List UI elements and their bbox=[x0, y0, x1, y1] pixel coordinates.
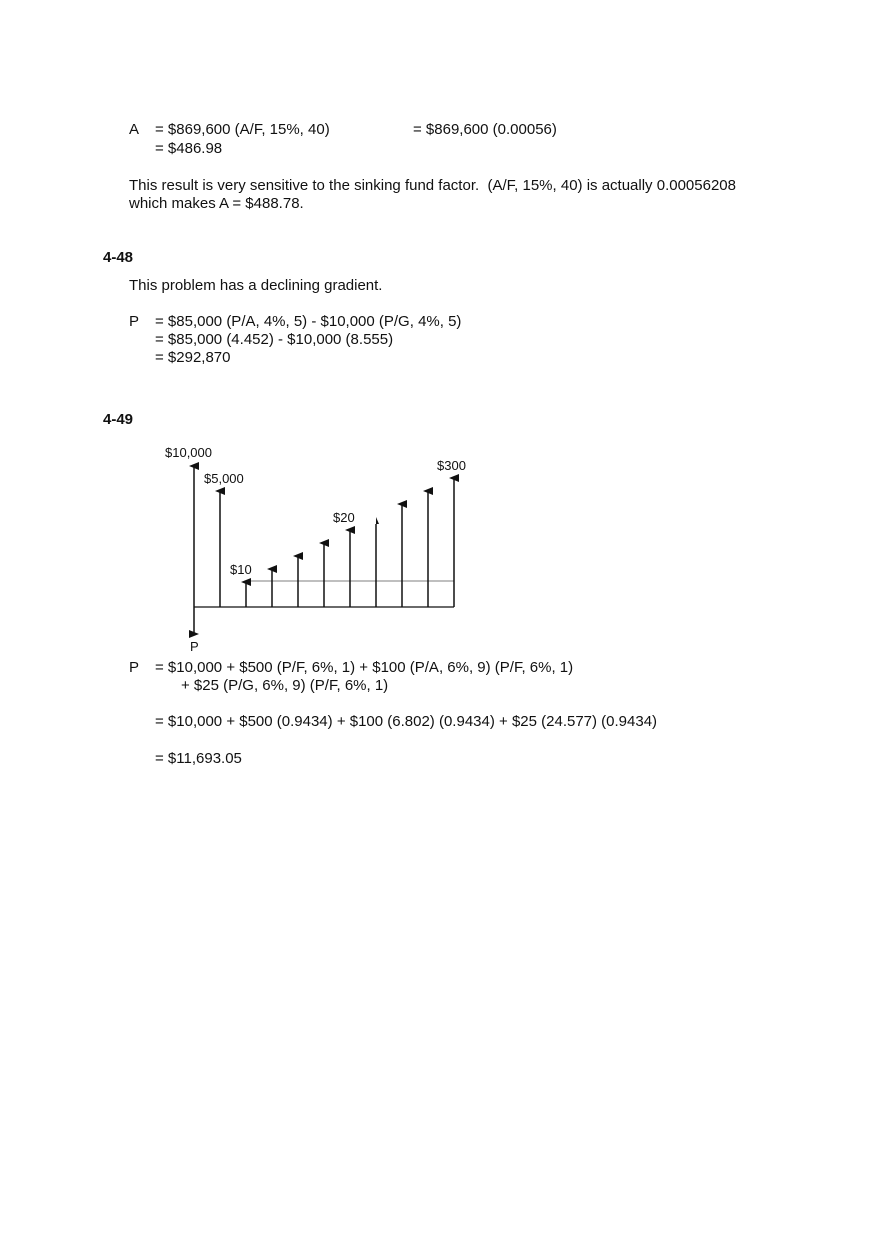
eq-48-line2: = $85,000 (4.452) - $10,000 (8.555) bbox=[155, 331, 394, 348]
heading-4-48: 4-48 bbox=[103, 249, 134, 266]
label-20: $20 bbox=[333, 510, 355, 525]
eq-48-line3: = $292,870 bbox=[155, 349, 231, 366]
label-10: $10 bbox=[230, 562, 252, 577]
eq-49-line1: = $10,000 + $500 (P/F, 6%, 1) + $100 (P/A, 6%, 9) (P/F, 6%, 1) bbox=[155, 659, 574, 676]
intro-48: This problem has a declining gradient. bbox=[129, 277, 383, 294]
label-10000: $10,000 bbox=[165, 445, 212, 460]
note-47-line2: which makes A = $488.78. bbox=[129, 195, 304, 212]
label-P: P bbox=[190, 639, 199, 654]
eq-49-line2: + $25 (P/G, 6%, 9) (P/F, 6%, 1) bbox=[181, 677, 389, 694]
eq-47-line1a: = $869,600 (A/F, 15%, 40) bbox=[155, 121, 330, 138]
eq-49-line4: = $11,693.05 bbox=[155, 750, 242, 767]
note-47-line1: This result is very sensitive to the sinking fund factor. (A/F, 15%, 40) is actually 0.00056208 bbox=[129, 177, 736, 194]
eq-49-var: P bbox=[129, 659, 140, 676]
label-5000: $5,000 bbox=[204, 471, 244, 486]
eq-49-line3: = $10,000 + $500 (0.9434) + $100 (6.802) (0.9434) + $25 (24.577) (0.9434) bbox=[155, 713, 658, 730]
eq-47-line1b: = $869,600 (0.00056) bbox=[413, 121, 557, 138]
eq-48-var: P bbox=[129, 313, 140, 330]
eq-48-line1: = $85,000 (P/A, 4%, 5) - $10,000 (P/G, 4%, 5) bbox=[155, 313, 462, 330]
label-300: $300 bbox=[437, 458, 466, 473]
heading-4-49: 4-49 bbox=[103, 411, 134, 428]
arrow-year7-head bbox=[376, 517, 379, 524]
eq-47-line2: = $486.98 bbox=[155, 140, 223, 157]
eq-47-var: A bbox=[129, 121, 140, 138]
